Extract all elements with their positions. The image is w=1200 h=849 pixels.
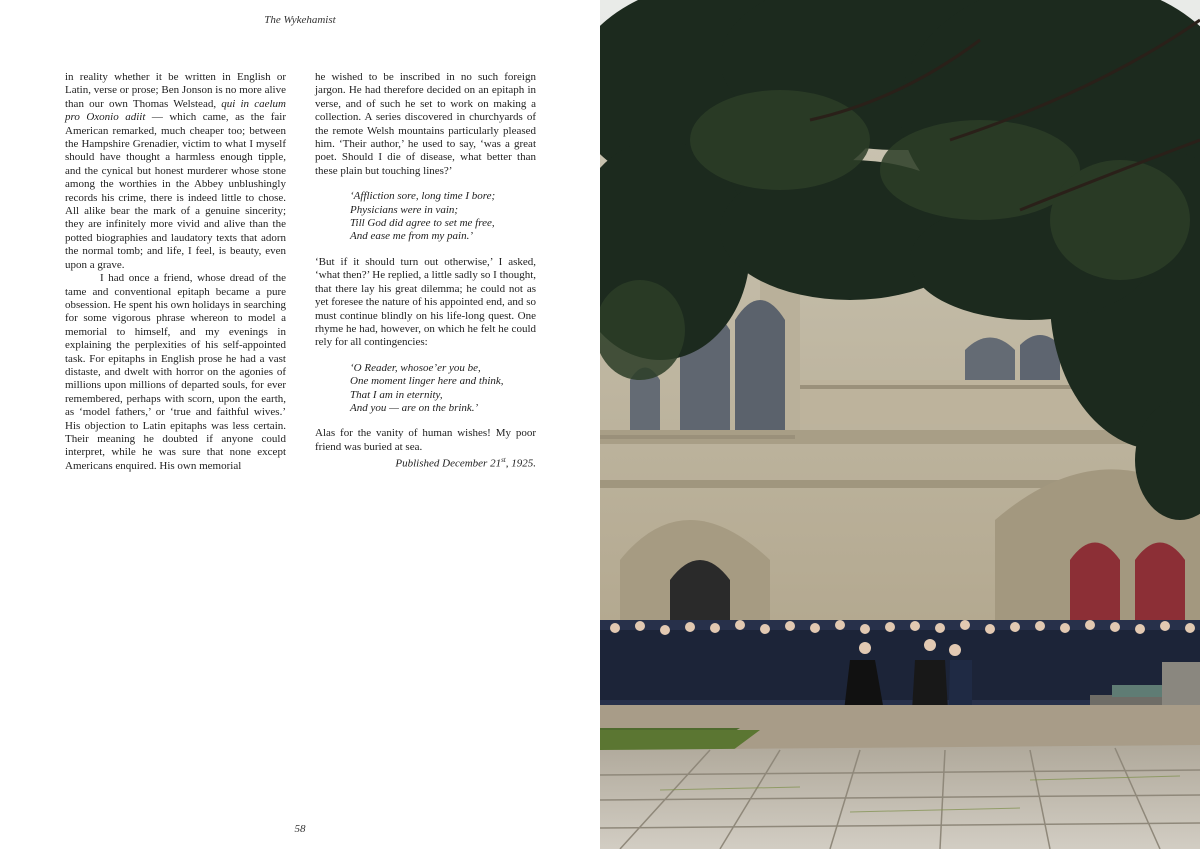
paragraph: he wished to be inscribed in no such foreign jargon. He had therefore decided on an epitaph in verse, and of such he set to work on making a collection. A series discovered in churchyards of the remote Welsh mountains particularly pleased him. ‘Their author,’ he used to say, ‘was a great poet. Should I die of disease, what better than these plain but touching lines?’ [315, 71, 536, 177]
verse-block [350, 362, 536, 416]
verse-line: That I am in eternity, [350, 388, 443, 401]
latin-phrase: qui in caelum pro Oxonio adiit [65, 97, 286, 124]
paragraph: Alas for the vanity of human wishes! My poor friend was buried at sea. [315, 427, 536, 453]
cathedral-photo-illustration [600, 0, 1200, 849]
verse-line: And you — are on the brink.’ [350, 401, 479, 414]
paragraph: I had once a friend, whose dread of the tame and conventional epitaph became a pure obsession. He spent his own holidays in searching for some vigorous phrase whereon to model a memorial to himself, and my evenings in explaining the perplexities of his self-appointed task. For epitaphs in English prose he had a vast distaste, and dwelt with horror on the agonies of millions upon millions of departed souls, for ever remembered, perhaps with scorn, upon the earth, as ‘model fathers,’ or ‘true and faithful wives.’ His objection to Latin epitaphs was less certain. Their meaning he doubted if anyone could interpret, while he was sure that none except Americans enquired. His own memorial [65, 272, 286, 472]
paragraph-text: in reality whether it be written in English or Latin, verse or prose; Ben Jonson is no more alive than our own Thomas Welstead, [65, 71, 286, 110]
cathedral-photo [600, 0, 1200, 849]
paragraph-text: — which came, as the fair American remarked, much cheaper too; between the Hampshire Grenadier, victim to what I myself should have thought a harmless enough tipple, and the cynical but honest murderer whose stone among the worthies in the Abbey unblushingly records his crime, there is indeed little to chose. All alike bear the mark of a genuine sincerity; they are infinitely more vivid and alive than the potted biographies and laudatory texts that adorn the normal tomb; and life, I feel, is beauty, even upon a grave. [65, 111, 286, 271]
pub-date-text: Published December 21 [395, 457, 502, 470]
verse-line: Till God did agree to set me free, [350, 217, 495, 230]
page-number: 58 [294, 823, 306, 835]
paragraph: ‘But if it should turn out otherwise,’ I asked, ‘what then?’ He replied, a little sadly so I thought, that there lay his great dilemma; he could not as yet foresee the nature of his appointed end, and so must continue blindly on his life-long quest. One rhyme he had, however, on which he felt he could rely for all contingencies: [315, 255, 536, 349]
verse-line: And ease me from my pain.’ [350, 230, 474, 243]
pub-date-year: , 1925. [505, 457, 536, 470]
verse-line: One moment linger here and think, [350, 375, 504, 388]
running-head: The Wykehamist [264, 14, 336, 26]
text-column-right [315, 71, 536, 471]
verse-line: ‘O Reader, whosoe’er you be, [350, 361, 481, 374]
pub-date-ordinal: st [501, 456, 506, 465]
verse-line: Physicians were in vain; [350, 203, 459, 216]
verse-block [350, 190, 536, 244]
paragraph [65, 71, 286, 272]
publication-date [315, 454, 536, 471]
text-column-left [65, 71, 286, 473]
verse-line: ‘Affliction sore, long time I bore; [350, 190, 496, 203]
